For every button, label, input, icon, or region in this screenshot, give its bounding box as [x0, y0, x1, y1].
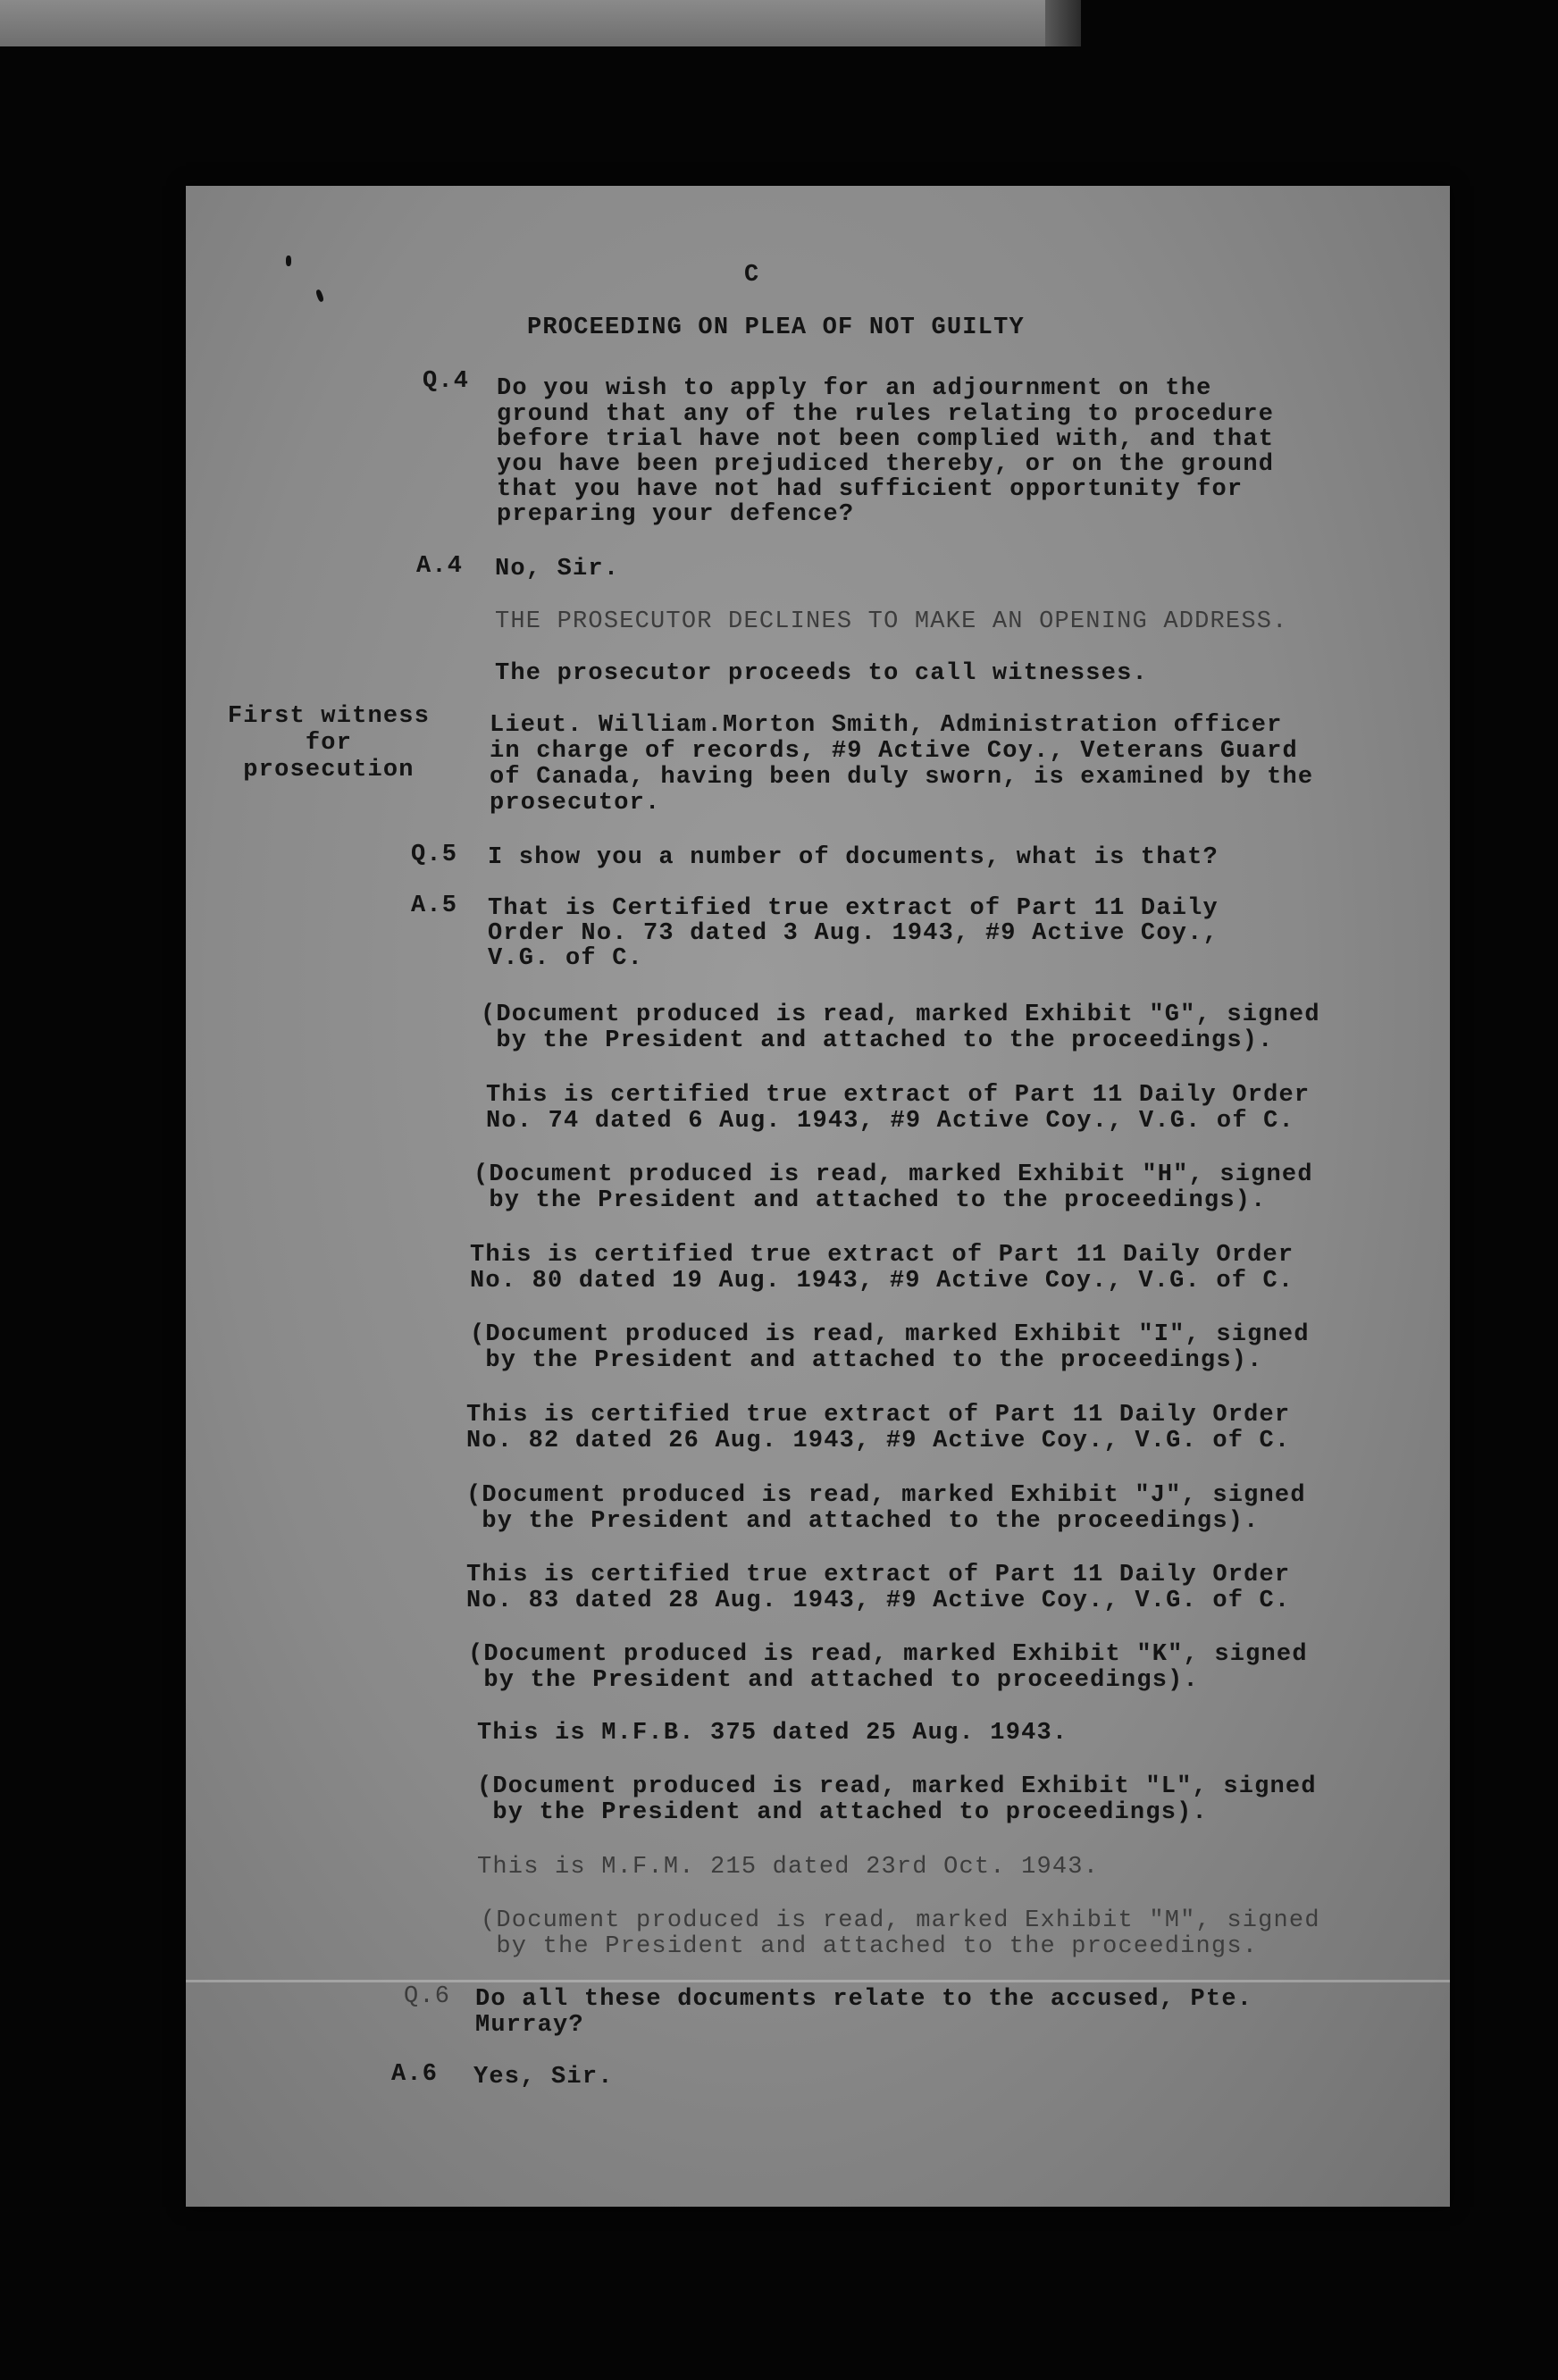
q4-line: that you have not had sufficient opportunity for: [497, 476, 1244, 503]
previous-page-strip: [0, 0, 1072, 46]
q4-line: ground that any of the rules relating to procedure: [497, 401, 1275, 428]
exhibit-i-line: (Document produced is read, marked Exhibit "I", signed: [470, 1321, 1310, 1348]
document-page: [186, 186, 1450, 2207]
q6-line: Do all these documents relate to the accused, Pte.: [475, 1986, 1253, 2013]
ink-mark: [315, 289, 324, 302]
exhibit-g-line: by the President and attached to the proceedings).: [481, 1027, 1274, 1054]
witness-intro-line: prosecutor.: [490, 790, 661, 817]
q5-text: I show you a number of documents, what is that?: [488, 844, 1219, 871]
section-heading: PROCEEDING ON PLEA OF NOT GUILTY: [527, 314, 1025, 341]
exhibit-h-line: (Document produced is read, marked Exhibit "H", signed: [473, 1161, 1313, 1188]
prosecutor-proceeds: The prosecutor proceeds to call witnesses.: [495, 660, 1148, 687]
a5-label: A.5: [411, 892, 458, 919]
a4-label: A.4: [416, 553, 464, 580]
exhibit-g-line: (Document produced is read, marked Exhibit "G", signed: [481, 1001, 1320, 1028]
order-80-line: This is certified true extract of Part 11 Daily Order: [470, 1242, 1294, 1269]
exhibit-j-line: by the President and attached to the proceedings).: [466, 1508, 1260, 1535]
q6-line: Murray?: [475, 2012, 584, 2039]
q4-line: before trial have not been complied with, and that: [497, 426, 1275, 453]
order-82-line: No. 82 dated 26 Aug. 1943, #9 Active Coy., V.G. of C.: [466, 1428, 1291, 1454]
prosecutor-declines: THE PROSECUTOR DECLINES TO MAKE AN OPENING ADDRESS.: [495, 608, 1288, 635]
exhibit-m-line: by the President and attached to the proceedings.: [481, 1933, 1259, 1960]
ink-mark: [286, 256, 291, 266]
q5-label: Q.5: [411, 842, 458, 868]
q4-line: you have been prejudiced thereby, or on the ground: [497, 451, 1275, 478]
a5-line: Order No. 73 dated 3 Aug. 1943, #9 Active Coy.,: [488, 920, 1219, 947]
order-82-line: This is certified true extract of Part 11 Daily Order: [466, 1402, 1291, 1429]
a4-text: No, Sir.: [495, 556, 620, 582]
a6-label: A.6: [391, 2061, 439, 2088]
q6-label: Q.6: [404, 1983, 451, 2010]
order-74-line: No. 74 dated 6 Aug. 1943, #9 Active Coy., V.G. of C.: [486, 1108, 1294, 1135]
exhibit-m-line: (Document produced is read, marked Exhibit "M", signed: [481, 1907, 1320, 1934]
exhibit-i-line: by the President and attached to the proceedings).: [470, 1347, 1263, 1374]
margin-note-line: prosecution: [243, 757, 415, 784]
a5-line: V.G. of C.: [488, 945, 644, 972]
margin-note-line: First witness: [227, 703, 431, 730]
witness-intro-line: in charge of records, #9 Active Coy., Veterans Guard: [490, 738, 1298, 765]
a6-text: Yes, Sir.: [473, 2064, 614, 2091]
mfm-215-line: This is M.F.M. 215 dated 23rd Oct. 1943.: [477, 1854, 1100, 1881]
q4-label: Q.4: [423, 368, 470, 395]
page-crease: [186, 1980, 1450, 1982]
q4-line: Do you wish to apply for an adjournment on the: [497, 375, 1212, 402]
witness-intro-line: of Canada, having been duly sworn, is examined by the: [490, 764, 1314, 791]
exhibit-l-line: (Document produced is read, marked Exhibit "L", signed: [477, 1773, 1317, 1800]
witness-intro-line: Lieut. William.Morton Smith, Administration officer: [490, 712, 1283, 739]
exhibit-l-line: by the President and attached to proceedings).: [477, 1799, 1208, 1826]
order-80-line: No. 80 dated 19 Aug. 1943, #9 Active Coy., V.G. of C.: [470, 1268, 1294, 1295]
exhibit-k-line: (Document produced is read, marked Exhibit "K", signed: [468, 1641, 1308, 1668]
order-83-line: No. 83 dated 28 Aug. 1943, #9 Active Coy., V.G. of C.: [466, 1588, 1291, 1614]
order-83-line: This is certified true extract of Part 11 Daily Order: [466, 1562, 1291, 1588]
exhibit-k-line: by the President and attached to proceedings).: [468, 1667, 1199, 1694]
exhibit-h-line: by the President and attached to the proceedings).: [473, 1187, 1267, 1214]
q4-line: preparing your defence?: [497, 501, 855, 528]
exhibit-j-line: (Document produced is read, marked Exhibit "J", signed: [466, 1482, 1306, 1509]
a5-line: That is Certified true extract of Part 11 Daily: [488, 895, 1219, 922]
previous-page-edge: [1045, 0, 1081, 46]
margin-note-line: for: [305, 730, 353, 757]
mfb-375-line: This is M.F.B. 375 dated 25 Aug. 1943.: [477, 1720, 1068, 1747]
page-letter: C: [744, 262, 760, 289]
order-74-line: This is certified true extract of Part 11 Daily Order: [486, 1082, 1311, 1109]
